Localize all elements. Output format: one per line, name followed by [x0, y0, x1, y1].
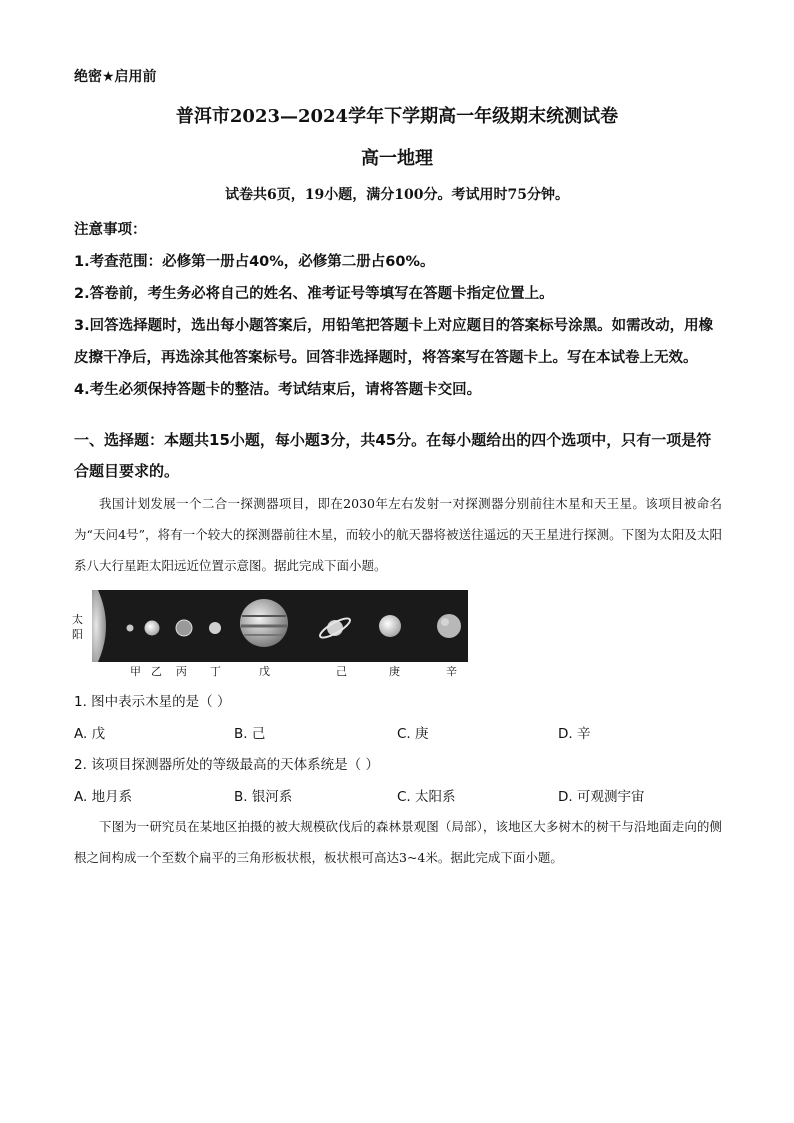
note-item: 2.答卷前，考生务必将自己的姓名、准考证号等填写在答题卡指定位置上。 [74, 286, 554, 302]
option-b: B. 己 [234, 726, 266, 742]
planet-label: 己 [336, 665, 347, 678]
sun-label: 太阳 [72, 613, 83, 641]
option-a: A. 地月系 [74, 789, 133, 805]
planets-image [92, 590, 468, 662]
planet-labels [72, 663, 472, 679]
question-stem: 2. 该项目探测器所处的等级最高的天体系统是（ ） [74, 757, 379, 773]
note-item: 3.回答选择题时，选出每小题答案后，用铅笔把答题卡上对应题目的答案标号涂黑。如需改动，用橡皮擦干净后，再选涂其他答案标号。回答非选择题时，将答案写在答题卡上。写在本试卷上无效。 [74, 318, 714, 366]
subject-title: 高一地理 [361, 148, 433, 169]
exam-info: 试卷共6页，19小题，满分100分。考试用时75分钟。 [225, 187, 569, 203]
planet-mercury [127, 625, 134, 632]
planet-neptune [437, 614, 461, 638]
notes-block [74, 214, 722, 406]
planet-venus [145, 621, 160, 636]
question-options [74, 722, 724, 742]
planet-label: 辛 [446, 665, 457, 678]
option-d: D. 可观测宇宙 [558, 789, 645, 805]
note-item: 1.考查范围：必修第一册占40%，必修第二册占60%。 [74, 254, 435, 270]
material-paragraph: 下图为一研究员在某地区拍摄的被大规模砍伐后的森林景观图（局部），该地区大多树木的树干与沿地面走向的侧根之间构成一个至数个扁平的三角形板状根，板状根可高达3~4米。据此完成下面小题。 [74, 819, 722, 865]
question-stem: 1. 图中表示木星的是（ ） [74, 694, 231, 710]
exam-title: 普洱市2023—2024学年下学期高一年级期末统测试卷 [175, 106, 619, 127]
planet-label: 庚 [389, 665, 400, 678]
planet-label: 丁 [210, 665, 221, 678]
option-c: C. 庚 [397, 726, 429, 742]
section-heading: 一、选择题：本题共15小题，每小题3分，共45分。在每小题给出的四个选项中，只有一项是符合题目要求的。 [74, 431, 712, 480]
option-a: A. 戊 [74, 726, 106, 742]
planet-label: 乙 [151, 665, 162, 678]
notes-heading: 注意事项： [74, 222, 147, 238]
planet-label: 甲 [130, 665, 141, 678]
secret-mark: 绝密★启用前 [74, 69, 157, 85]
question-options [74, 785, 724, 805]
planet-uranus [379, 615, 401, 637]
planet-mars [209, 622, 221, 634]
planet-label: 丙 [176, 665, 187, 678]
planet-label: 戊 [259, 665, 270, 678]
planet-earth [176, 620, 192, 636]
option-c: C. 太阳系 [397, 789, 456, 805]
option-d: D. 辛 [558, 726, 591, 742]
planet-jupiter [240, 599, 288, 647]
solar-system-figure [72, 590, 472, 680]
option-b: B. 银河系 [234, 789, 293, 805]
material-paragraph: 我国计划发展一个二合一探测器项目，即在2030年左右发射一对探测器分别前往木星和天王星。该项目被命名为“天问4号”，将有一个较大的探测器前往木星，而较小的航天器将被送往遥远的天王星进行探测。下图为太阳及太阳系八大行星距太阳远近位置示意图。据此完成下面小题。 [74, 496, 722, 573]
note-item: 4.考生必须保持答题卡的整洁。考试结束后，请将答题卡交回。 [74, 382, 482, 398]
